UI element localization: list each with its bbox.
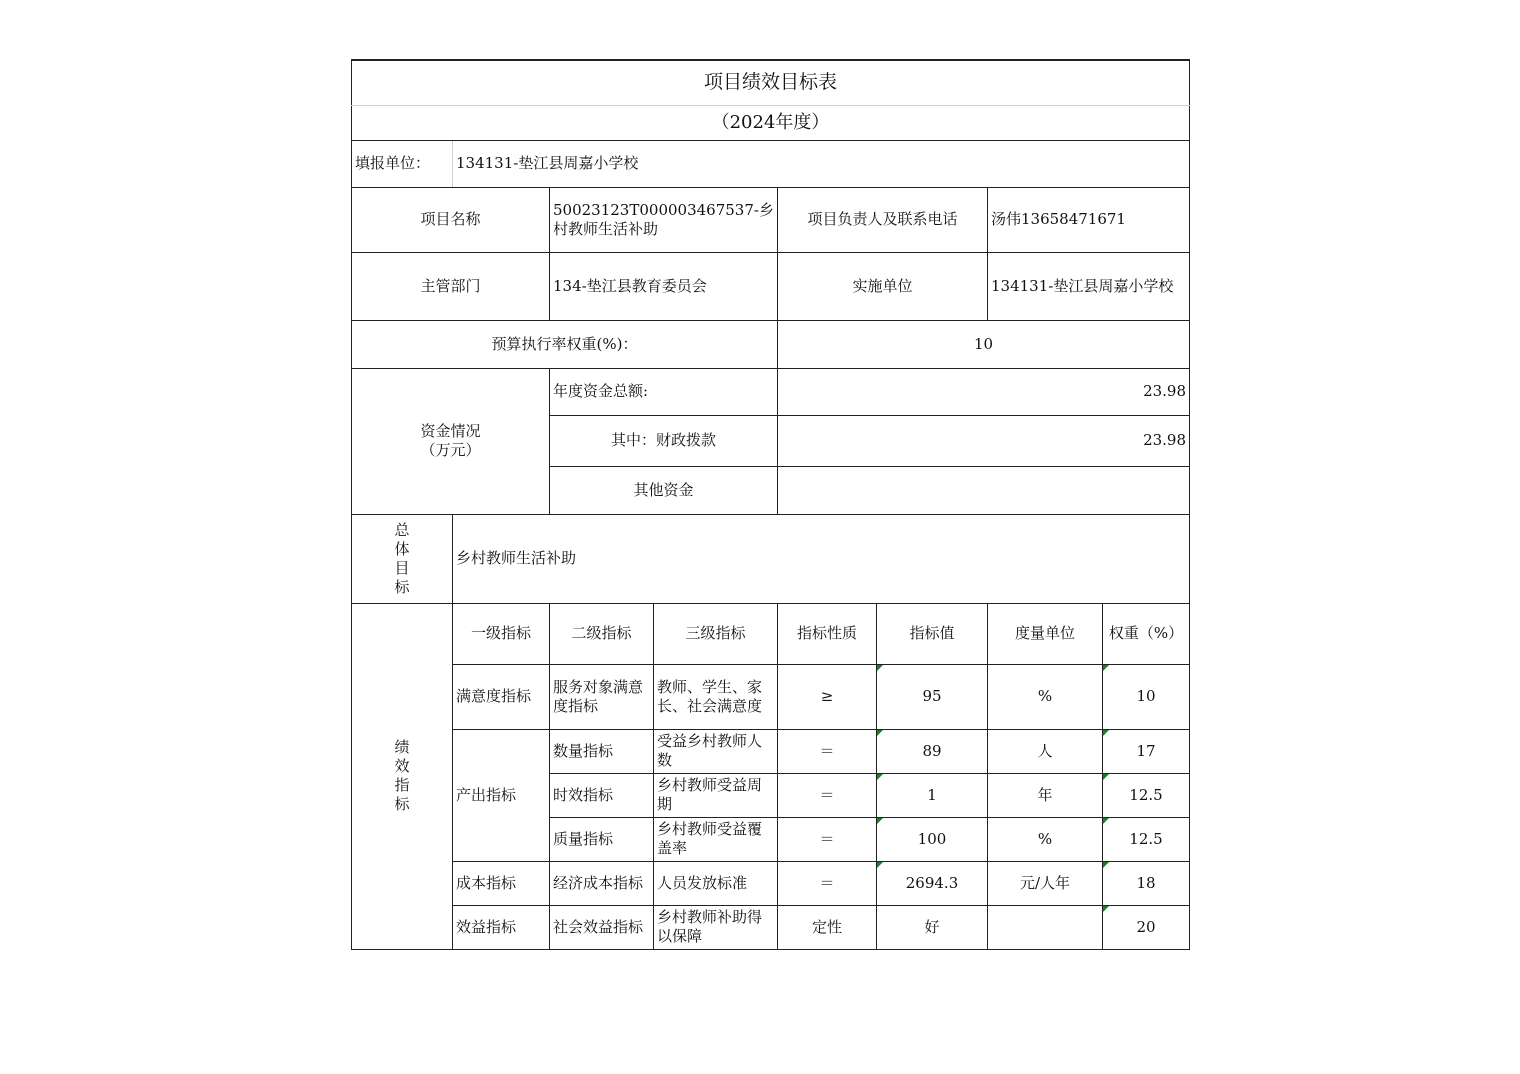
output-value: 100 [877, 817, 988, 861]
other-funds-value [778, 466, 1190, 514]
annual-total-value: 23.98 [778, 368, 1190, 415]
implementing-unit-label: 实施单位 [778, 252, 988, 320]
satisfaction-value: 95 [877, 664, 988, 729]
output-weight: 12.5 [1103, 817, 1190, 861]
output-weight: 12.5 [1103, 773, 1190, 817]
project-leader-label: 项目负责人及联系电话 [778, 187, 988, 252]
overall-goal-label [352, 514, 453, 603]
cost-value: 2694.3 [877, 861, 988, 905]
output-measure: % [988, 817, 1103, 861]
header-level1: 一级指标 [453, 603, 550, 664]
output-value: 89 [877, 729, 988, 773]
project-name-label: 项目名称 [352, 187, 550, 252]
annual-total-label: 年度资金总额: [550, 368, 778, 415]
header-nature: 指标性质 [778, 603, 877, 664]
output-nature: ＝ [778, 817, 877, 861]
benefit-level3: 乡村教师补助得以保障 [654, 905, 778, 949]
satisfaction-level1: 满意度指标 [453, 664, 550, 729]
cost-nature: ＝ [778, 861, 877, 905]
funds-label-line2: （万元） [420, 441, 481, 459]
output-level2: 时效指标 [550, 773, 654, 817]
satisfaction-nature: ≥ [778, 664, 877, 729]
budget-execution-weight-label: 预算执行率权重(%)： [352, 320, 778, 368]
funds-label [352, 368, 550, 514]
benefit-measure [988, 905, 1103, 949]
output-level2: 数量指标 [550, 729, 654, 773]
reporting-unit-value: 134131-垫江县周嘉小学校 [453, 140, 1190, 187]
header-level2: 二级指标 [550, 603, 654, 664]
output-weight: 17 [1103, 729, 1190, 773]
table-row [352, 729, 1190, 773]
department-label: 主管部门 [352, 252, 550, 320]
satisfaction-level2: 服务对象满意度指标 [550, 664, 654, 729]
output-nature: ＝ [778, 729, 877, 773]
budget-execution-weight-value: 10 [778, 320, 1190, 368]
header-level3: 三级指标 [654, 603, 778, 664]
goal-label-char: 目 [394, 558, 410, 577]
benefit-value: 好 [877, 905, 988, 949]
satisfaction-weight: 10 [1103, 664, 1190, 729]
reporting-unit-label: 填报单位： [352, 140, 453, 187]
output-level3: 受益乡村教师人数 [654, 729, 778, 773]
fiscal-allocation-value: 23.98 [778, 415, 1190, 466]
benefit-nature: 定性 [778, 905, 877, 949]
cost-measure: 元/人年 [988, 861, 1103, 905]
implementing-unit-value: 134131-垫江县周嘉小学校 [988, 252, 1190, 320]
header-weight: 权重（%） [1103, 603, 1190, 664]
satisfaction-level3: 教师、学生、家长、社会满意度 [654, 664, 778, 729]
project-name-value: 50023123T000003467537-乡村教师生活补助 [550, 187, 778, 252]
satisfaction-measure: % [988, 664, 1103, 729]
indicators-label-char: 效 [394, 757, 410, 775]
indicators-label-char: 标 [394, 795, 410, 813]
overall-goal-text: 乡村教师生活补助 [453, 514, 1190, 603]
other-funds-label: 其他资金 [550, 466, 778, 514]
output-value: 1 [877, 773, 988, 817]
output-level1: 产出指标 [453, 729, 550, 861]
performance-target-sheet [351, 59, 1189, 950]
page-title: 项目绩效目标表 [352, 60, 1190, 105]
cost-weight: 18 [1103, 861, 1190, 905]
benefit-level2: 社会效益指标 [550, 905, 654, 949]
output-level3: 乡村教师受益覆盖率 [654, 817, 778, 861]
table-row [352, 905, 1190, 949]
cost-level3: 人员发放标准 [654, 861, 778, 905]
output-measure: 人 [988, 729, 1103, 773]
performance-indicators-label [352, 603, 453, 949]
header-measure-unit: 度量单位 [988, 603, 1103, 664]
cost-level2: 经济成本指标 [550, 861, 654, 905]
cost-level1: 成本指标 [453, 861, 550, 905]
funds-label-line1: 资金情况 [420, 422, 481, 440]
report-year: （2024年度） [352, 105, 1190, 140]
goal-label-char: 总 [394, 520, 410, 539]
output-level2: 质量指标 [550, 817, 654, 861]
output-level3: 乡村教师受益周期 [654, 773, 778, 817]
table-row [352, 861, 1190, 905]
table-row [352, 664, 1190, 729]
output-nature: ＝ [778, 773, 877, 817]
benefit-level1: 效益指标 [453, 905, 550, 949]
indicators-label-char: 指 [394, 776, 410, 794]
benefit-weight: 20 [1103, 905, 1190, 949]
project-leader-value: 汤伟13658471671 [988, 187, 1190, 252]
fiscal-allocation-label: 其中：财政拨款 [550, 415, 778, 466]
header-value: 指标值 [877, 603, 988, 664]
goal-label-char: 体 [394, 539, 410, 558]
performance-target-table [351, 59, 1190, 950]
indicators-label-char: 绩 [394, 738, 410, 756]
department-value: 134-垫江县教育委员会 [550, 252, 778, 320]
output-measure: 年 [988, 773, 1103, 817]
goal-label-char: 标 [394, 577, 410, 596]
